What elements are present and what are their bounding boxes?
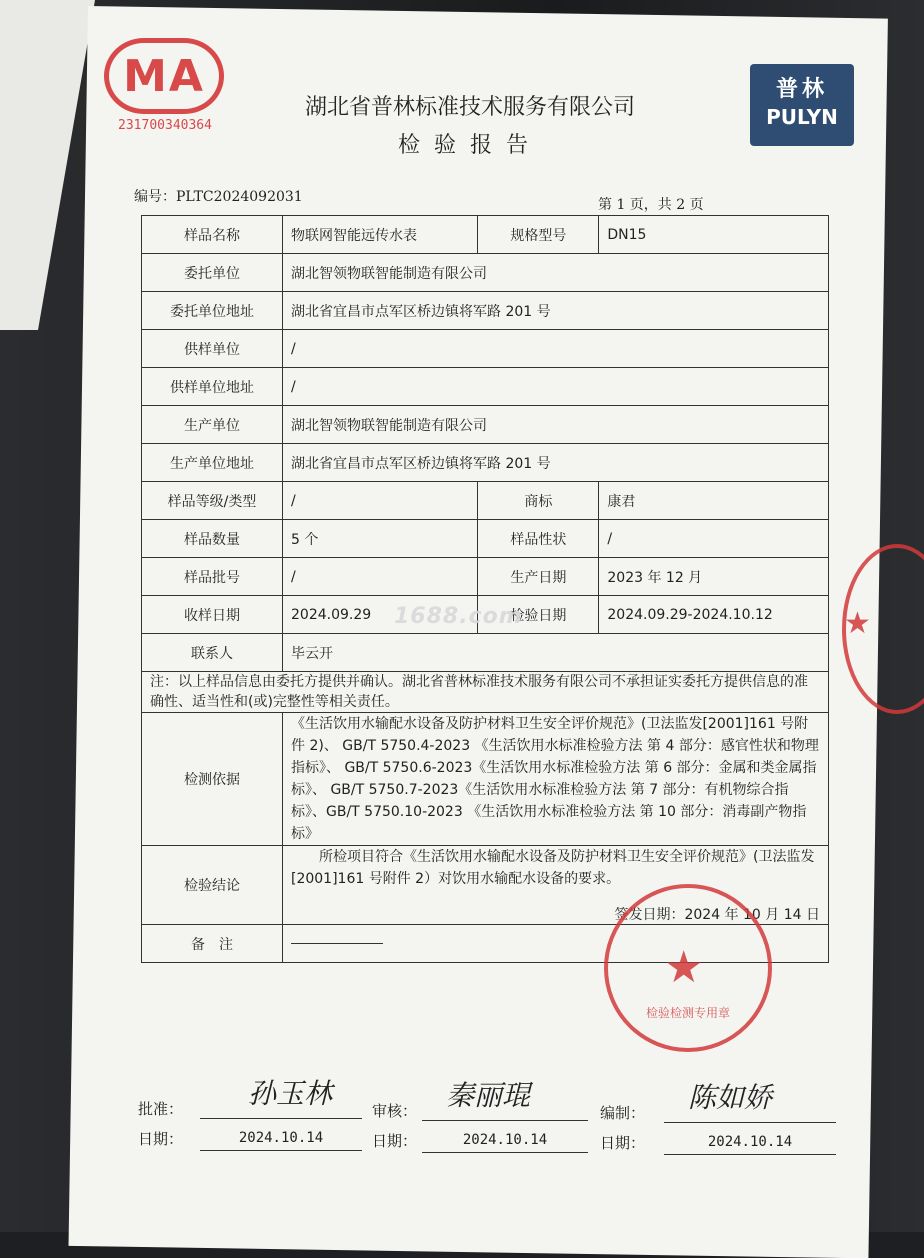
brand-en: PULYN	[766, 105, 838, 129]
review-label: 审核：	[372, 1102, 418, 1120]
table-row	[142, 444, 829, 482]
date-label: 日期：	[138, 1130, 184, 1148]
table-row	[142, 254, 829, 292]
cell-value: 毕云开	[283, 634, 829, 672]
seal-star-icon: ★	[844, 606, 871, 641]
approve-signature: 孙玉林	[248, 1077, 333, 1110]
review-date: 2024.10.14	[462, 1132, 548, 1148]
cell-value: /	[283, 482, 478, 520]
brand-cn: 普林	[775, 77, 828, 102]
cell-value: /	[283, 330, 829, 368]
disclaimer-note: 注：以上样品信息由委托方提供并确认。湖北省普林标准技术服务有限公司不承担证实委托方提供信息的准确性、适当性和(或)完整性等相关责任。	[142, 672, 829, 713]
seal-star-icon: ★	[664, 942, 704, 993]
cell-value: 2024.09.29-2024.10.12	[599, 596, 829, 634]
cell-label: 样品名称	[142, 216, 283, 254]
remark-dash	[291, 943, 383, 944]
table-row	[142, 406, 829, 444]
date-line	[422, 1152, 588, 1153]
table-row	[142, 520, 829, 558]
cell-label: 供样单位	[142, 330, 283, 368]
cell-label: 样品批号	[142, 558, 283, 596]
table-row	[142, 368, 829, 406]
page-info: 第 1 页，共 2 页	[598, 197, 704, 213]
report-table	[141, 215, 829, 963]
cell-value: /	[283, 368, 829, 406]
cell-value: 5 个	[283, 520, 478, 558]
date-label: 日期：	[372, 1132, 418, 1150]
inspection-seal	[604, 884, 772, 1052]
test-basis: 《生活饮用水输配水设备及防护材料卫生安全评价规范》(卫法监发[2001]161 号附件 2)、 GB/T 5750.4-2023 《生活饮用水标准检验方法 第 4 部分：感官性状和物理指标》、 GB/T 5750.6-2023《生活饮用水标准检验方法 第 6 部分：金属和类金属指标》、 GB/T 5750.7-2023《生活饮用水标准检验方法 第 7 部分：有机物综合指标》、GB/T 5750.10-2023 《生活饮用水标准检验方法 第 10 部分：消毒副产物指标》	[283, 713, 829, 846]
cell-label: 商标	[478, 482, 599, 520]
pulyn-brand-logo	[750, 64, 854, 146]
approve-date: 2024.10.14	[238, 1130, 324, 1146]
compile-line	[664, 1122, 836, 1123]
date-label: 日期：	[600, 1134, 646, 1152]
cell-label: 检验日期	[478, 596, 599, 634]
cell-label: 样品性状	[478, 520, 599, 558]
date-line	[664, 1154, 836, 1155]
cell-value: 物联网智能远传水表	[283, 216, 478, 254]
cell-value: /	[599, 520, 829, 558]
table-row	[142, 482, 829, 520]
review-signature: 秦丽琨	[446, 1079, 531, 1112]
cell-value: 湖北省宜昌市点军区桥边镇将军路 201 号	[283, 444, 829, 482]
cell-label: 样品等级/类型	[142, 482, 283, 520]
report-title: 检验报告	[397, 133, 542, 158]
company-name: 湖北省普林标准技术服务有限公司	[304, 95, 635, 120]
cell-value: 2023 年 12 月	[599, 558, 829, 596]
conclusion-text: 所检项目符合《生活饮用水输配水设备及防护材料卫生安全评价规范》(卫法监发[2001]161 号附件 2）对饮用水输配水设备的要求。	[291, 849, 815, 887]
cell-value: 湖北省宜昌市点军区桥边镇将军路 201 号	[283, 292, 829, 330]
compile-signature: 陈如娇	[688, 1081, 773, 1114]
watermark: 1688.com	[394, 604, 523, 629]
cell-label: 生产单位地址	[142, 444, 283, 482]
ma-logo-text: MA	[123, 50, 205, 102]
cell-label: 委托单位地址	[142, 292, 283, 330]
issue-date: 签发日期：2024 年 10 月 14 日	[614, 907, 820, 923]
report-serial: 编号：PLTC2024092031	[134, 189, 303, 205]
cell-value: 湖北智领物联智能制造有限公司	[283, 406, 829, 444]
cell-label: 备 注	[142, 925, 283, 963]
approve-label: 批准：	[138, 1100, 184, 1118]
cell-label: 生产日期	[478, 558, 599, 596]
cell-value: 康君	[599, 482, 829, 520]
cell-label: 检验结论	[142, 846, 283, 925]
ma-certification-logo	[104, 38, 224, 114]
cell-value: 2024.09.29	[283, 596, 478, 634]
cell-value: /	[283, 558, 478, 596]
cell-label: 供样单位地址	[142, 368, 283, 406]
table-row	[142, 216, 829, 254]
table-row	[142, 713, 829, 846]
cell-value: 湖北智领物联智能制造有限公司	[283, 254, 829, 292]
cell-value: DN15	[599, 216, 829, 254]
cell-label: 收样日期	[142, 596, 283, 634]
table-row	[142, 672, 829, 713]
cell-label: 生产单位	[142, 406, 283, 444]
cell-label: 规格型号	[478, 216, 599, 254]
ma-code: 231700340364	[118, 118, 212, 133]
cell-label: 样品数量	[142, 520, 283, 558]
compile-date: 2024.10.14	[707, 1134, 793, 1150]
table-row	[142, 330, 829, 368]
cell-label: 委托单位	[142, 254, 283, 292]
table-row	[142, 558, 829, 596]
table-row	[142, 292, 829, 330]
seal-text: 检验检测专用章	[645, 1006, 730, 1020]
review-line	[422, 1120, 588, 1121]
compile-label: 编制：	[600, 1104, 646, 1122]
table-row	[142, 634, 829, 672]
date-line	[200, 1150, 362, 1151]
cell-label: 检测依据	[142, 713, 283, 846]
cell-label: 联系人	[142, 634, 283, 672]
approve-line	[200, 1118, 362, 1119]
